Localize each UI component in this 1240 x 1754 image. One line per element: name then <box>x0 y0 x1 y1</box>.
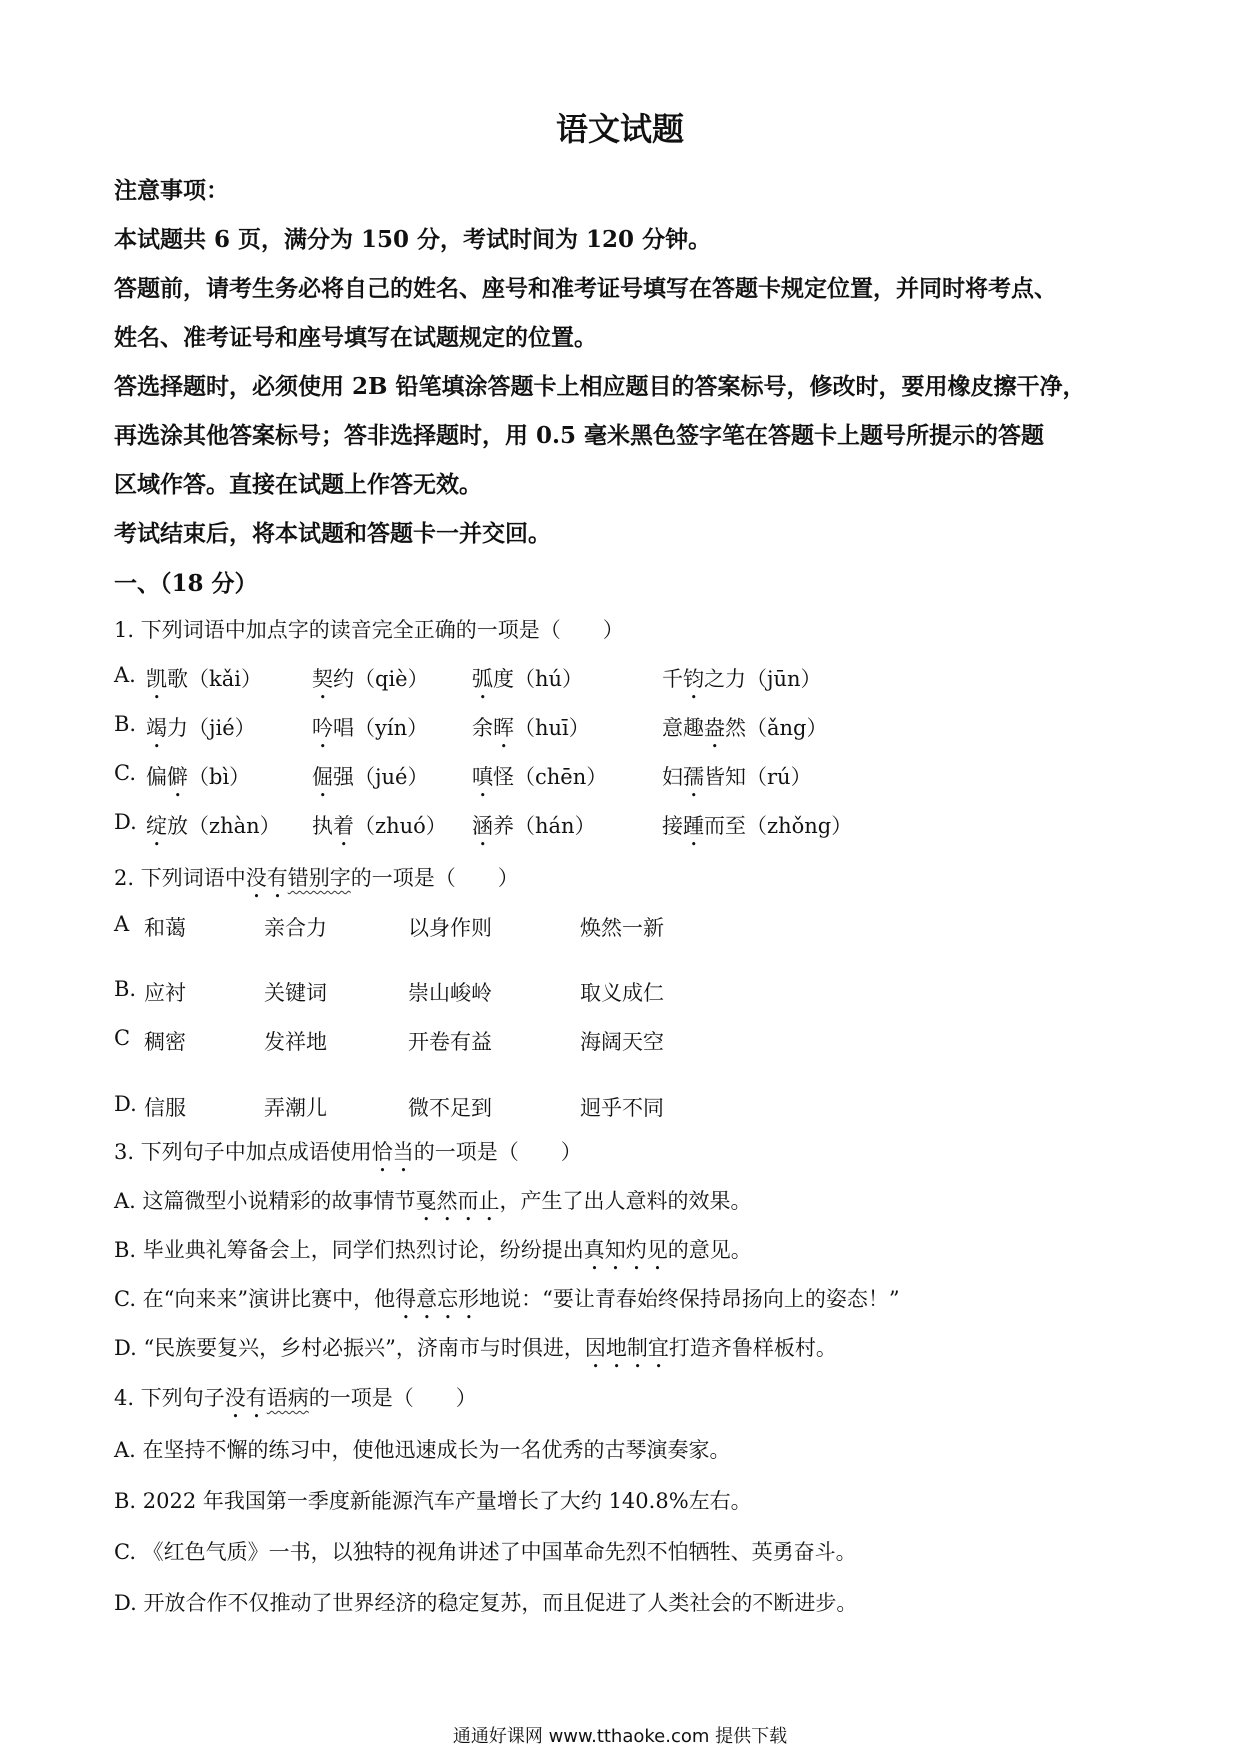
dotted-character: 盎 <box>704 716 725 740</box>
stem-underlined: 错别字 <box>287 866 351 890</box>
question-4-stem <box>114 1382 477 1423</box>
option-word: 契约（qiè） <box>312 667 429 691</box>
option-word: 绽放（zhàn） <box>146 814 281 838</box>
question-4-option: B. 2022 年我国第一季度新能源汽车产量增长了大约 140.8%左右。 <box>114 1489 752 1513</box>
option-word: 偏僻（bì） <box>146 765 251 789</box>
stem-emphasis: 没有 <box>224 1386 267 1410</box>
option-word: 执着（zhuó） <box>312 814 447 838</box>
option-word: 余晖（huī） <box>472 716 590 740</box>
dotted-character: 孺 <box>683 765 704 789</box>
dotted-character: 倔 <box>312 765 333 789</box>
option-word: 弧度（hú） <box>472 667 584 691</box>
notice-line: 答题前，请考生务必将自己的姓名、座号和准考证号填写在答题卡规定位置，并同时将考点、 <box>114 275 1057 302</box>
option-text: 地说：“要让青春始终保持昂扬向上的姿态！” <box>479 1287 900 1311</box>
question-3-option <box>114 1332 837 1373</box>
option-word: 海阔天空 <box>580 1030 664 1054</box>
option-emphasis: 真知灼见 <box>583 1238 668 1262</box>
question-2-stem <box>114 862 519 903</box>
option-word: 信服 <box>144 1096 186 1120</box>
option-emphasis: 因地制宜 <box>584 1336 669 1360</box>
option-word: 取义成仁 <box>580 981 664 1005</box>
option-label: A. <box>114 663 136 687</box>
option-label: C <box>114 1026 131 1050</box>
question-3-option <box>114 1185 752 1226</box>
dotted-character: 绽 <box>146 814 167 838</box>
option-word: 以身作则 <box>408 916 492 940</box>
option-word: 关键词 <box>264 981 327 1005</box>
question-4-option: A. 在坚持不懈的练习中，使他迅速成长为一名优秀的古琴演奏家。 <box>114 1438 731 1462</box>
option-word: 和蔼 <box>144 916 186 940</box>
option-word: 焕然一新 <box>580 916 664 940</box>
option-emphasis: 戛然而止 <box>415 1189 500 1213</box>
stem-text: 的一项是（ ） <box>350 866 519 890</box>
stem-text: 3. 下列句子中加点成语使用 <box>114 1140 372 1164</box>
option-word: 妇孺皆知（rú） <box>662 765 812 789</box>
option-text: A. 这篇微型小说精彩的故事情节 <box>114 1189 416 1213</box>
notice-line: 考试结束后，将本试题和答题卡一并交回。 <box>114 520 551 547</box>
notice-heading: 注意事项： <box>114 177 229 204</box>
dotted-character: 着 <box>333 814 354 838</box>
stem-emphasis: 没有 <box>245 866 288 890</box>
option-text: ，产生了出人意料的效果。 <box>499 1189 752 1213</box>
option-word: 千钧之力（jūn） <box>662 667 822 691</box>
option-emphasis: 得意忘形 <box>395 1287 480 1311</box>
option-word: 应衬 <box>144 981 186 1005</box>
dotted-character: 涵 <box>472 814 493 838</box>
option-label: C. <box>114 761 136 785</box>
option-label: B. <box>114 977 137 1001</box>
option-word: 微不足到 <box>408 1096 492 1120</box>
option-word: 凯歌（kǎi） <box>146 667 262 691</box>
option-text: C. 在“向来来”演讲比赛中，他 <box>114 1287 396 1311</box>
option-word: 涵养（hán） <box>472 814 596 838</box>
question-4-option: C. 《红色气质》一书，以独特的视角讲述了中国革命先烈不怕牺牲、英勇奋斗。 <box>114 1540 857 1564</box>
notice-line: 答选择题时，必须使用 2B 铅笔填涂答题卡上相应题目的答案标号，修改时，要用橡皮擦干净， <box>114 373 1086 400</box>
question-3-stem <box>114 1136 582 1177</box>
dotted-character: 凯 <box>146 667 167 691</box>
option-word: 发祥地 <box>264 1030 327 1054</box>
question-3-option <box>114 1234 752 1275</box>
stem-text: 的一项是（ ） <box>308 1386 477 1410</box>
option-text: 打造齐鲁样板村。 <box>668 1336 837 1360</box>
option-label: D. <box>114 1092 137 1116</box>
stem-text: 的一项是（ ） <box>413 1140 582 1164</box>
dotted-character: 弧 <box>472 667 493 691</box>
option-text: D. “民族要复兴，乡村必振兴”，济南市与时俱进， <box>114 1336 585 1360</box>
option-word: 竭力（jié） <box>146 716 256 740</box>
option-label: D. <box>114 810 137 834</box>
question-1-stem: 1. 下列词语中加点字的读音完全正确的一项是（ ） <box>114 618 624 642</box>
dotted-character: 钧 <box>683 667 704 691</box>
option-word: 稠密 <box>144 1030 186 1054</box>
section-heading: 一、（18 分） <box>114 570 258 597</box>
stem-emphasis: 恰当 <box>371 1140 414 1164</box>
stem-underlined: 语病 <box>266 1386 309 1410</box>
dotted-character: 竭 <box>146 716 167 740</box>
option-word: 接踵而至（zhǒng） <box>662 814 853 838</box>
option-word: 倔强（jué） <box>312 765 429 789</box>
page-title: 语文试题 <box>555 110 684 148</box>
option-word: 亲合力 <box>264 916 327 940</box>
stem-text: 4. 下列句子 <box>114 1386 225 1410</box>
question-4-option: D. 开放合作不仅推动了世界经济的稳定复苏，而且促进了人类社会的不断进步。 <box>114 1591 858 1615</box>
notice-line: 再选涂其他答案标号；答非选择题时，用 0.5 毫米黑色签字笔在答题卡上题号所提示的答题 <box>114 422 1045 449</box>
dotted-character: 踵 <box>683 814 704 838</box>
option-word: 崇山峻岭 <box>408 981 492 1005</box>
dotted-character: 晖 <box>493 716 514 740</box>
option-word: 嗔怪（chēn） <box>472 765 608 789</box>
option-word: 开卷有益 <box>408 1030 492 1054</box>
dotted-character: 僻 <box>167 765 188 789</box>
option-word: 迥乎不同 <box>580 1096 664 1120</box>
option-text: B. 毕业典礼筹备会上，同学们热烈讨论，纷纷提出 <box>114 1238 584 1262</box>
option-word: 弄潮儿 <box>264 1096 327 1120</box>
dotted-character: 契 <box>312 667 333 691</box>
dotted-character: 吟 <box>312 716 333 740</box>
option-text: 的意见。 <box>667 1238 752 1262</box>
option-label: A <box>114 912 130 936</box>
stem-text: 2. 下列词语中 <box>114 866 246 890</box>
option-word: 意趣盎然（ǎng） <box>662 716 828 740</box>
dotted-character: 嗔 <box>472 765 493 789</box>
footer-source: 通通好课网 www.tthaoke.com 提供下载 <box>452 1726 788 1747</box>
option-label: B. <box>114 712 137 736</box>
notice-line: 姓名、准考证号和座号填写在试题规定的位置。 <box>114 324 597 351</box>
option-word: 吟唱（yín） <box>312 716 429 740</box>
question-3-option <box>114 1283 900 1324</box>
notice-line: 本试题共 6 页，满分为 150 分，考试时间为 120 分钟。 <box>114 226 712 253</box>
notice-line: 区域作答。直接在试题上作答无效。 <box>114 471 482 498</box>
